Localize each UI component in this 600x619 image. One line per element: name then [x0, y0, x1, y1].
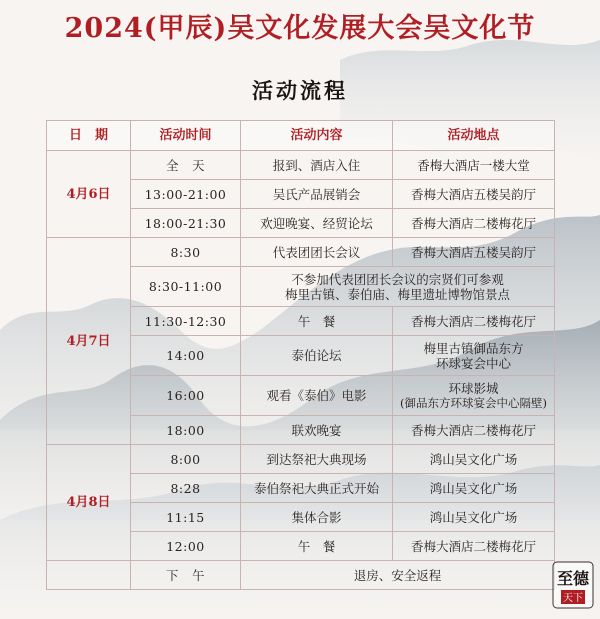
merged-content-cell: 退房、安全返程 [241, 561, 555, 590]
content-cell: 集体合影 [241, 503, 393, 532]
calligraphy-stamp-logo [551, 560, 595, 610]
location-cell: 香梅大酒店二楼梅花厅 [393, 307, 555, 336]
header-time: 活动时间 [131, 121, 241, 151]
content-cell: 午 餐 [241, 532, 393, 561]
location-cell: 香梅大酒店五楼吴韵厅 [393, 180, 555, 209]
time-cell: 16:00 [131, 376, 241, 416]
time-cell: 8:28 [131, 474, 241, 503]
merged-content-cell [241, 267, 555, 307]
content-cell: 泰伯祭祀大典正式开始 [241, 474, 393, 503]
content-cell: 泰伯论坛 [241, 336, 393, 376]
page-title: 2024(甲辰)吴文化发展大会吴文化节 [64, 13, 536, 44]
table-row [47, 238, 555, 267]
content-cell: 代表团团长会议 [241, 238, 393, 267]
location-cell: 香梅大酒店二楼梅花厅 [393, 209, 555, 238]
time-cell: 全 天 [131, 151, 241, 180]
location-cell: 香梅大酒店一楼大堂 [393, 151, 555, 180]
location-cell: 香梅大酒店二楼梅花厅 [393, 532, 555, 561]
header-date: 日 期 [47, 121, 131, 151]
content-cell: 报到、酒店入住 [241, 151, 393, 180]
location-cell [393, 336, 555, 376]
stamp-text-top: 至德 [556, 569, 590, 588]
location-cell: 鸿山吴文化广场 [393, 503, 555, 532]
header-content: 活动内容 [241, 121, 393, 151]
location-line-2: (御品东方环球宴会中心隔壁) [400, 395, 547, 410]
time-cell: 11:15 [131, 503, 241, 532]
location-cell: 鸿山吴文化广场 [393, 474, 555, 503]
location-cell: 香梅大酒店五楼吴韵厅 [393, 238, 555, 267]
table-row [47, 561, 555, 590]
location-line-2: 环球宴会中心 [435, 355, 511, 371]
time-cell: 8:30-11:00 [131, 267, 241, 307]
time-cell: 下 午 [131, 561, 241, 590]
schedule-table [46, 120, 555, 590]
date-cell: 4月6日 [47, 151, 131, 238]
table-row [47, 445, 555, 474]
location-cell: 香梅大酒店二楼梅花厅 [393, 416, 555, 445]
date-cell-empty [47, 561, 131, 590]
table-row [47, 151, 555, 180]
location-line-1: 梅里古镇御品东方 [423, 340, 524, 356]
table-header-row [47, 121, 555, 151]
location-line-1: 环球影城 [448, 380, 499, 396]
time-cell: 8:30 [131, 238, 241, 267]
date-cell: 4月8日 [47, 445, 131, 561]
time-cell: 18:00-21:30 [131, 209, 241, 238]
merged-line-1: 不参加代表团团长会议的宗贤们可参观 [291, 271, 504, 287]
merged-line-2: 梅里古镇、泰伯庙、梅里遗址博物馆景点 [284, 286, 510, 302]
content-cell: 午 餐 [241, 307, 393, 336]
time-cell: 13:00-21:00 [131, 180, 241, 209]
time-cell: 18:00 [131, 416, 241, 445]
content-cell: 吴氏产品展销会 [241, 180, 393, 209]
location-cell: 鸿山吴文化广场 [393, 445, 555, 474]
location-cell [393, 376, 555, 416]
time-cell: 11:30-12:30 [131, 307, 241, 336]
time-cell: 8:00 [131, 445, 241, 474]
stamp-text-bottom: 天下 [563, 593, 583, 604]
content-cell: 欢迎晚宴、经贸论坛 [241, 209, 393, 238]
date-cell: 4月7日 [47, 238, 131, 445]
content-cell: 联欢晚宴 [241, 416, 393, 445]
time-cell: 14:00 [131, 336, 241, 376]
header-location: 活动地点 [393, 121, 555, 151]
time-cell: 12:00 [131, 532, 241, 561]
content-cell: 观看《泰伯》电影 [241, 376, 393, 416]
section-title: 活动流程 [252, 78, 348, 103]
content-cell: 到达祭祀大典现场 [241, 445, 393, 474]
